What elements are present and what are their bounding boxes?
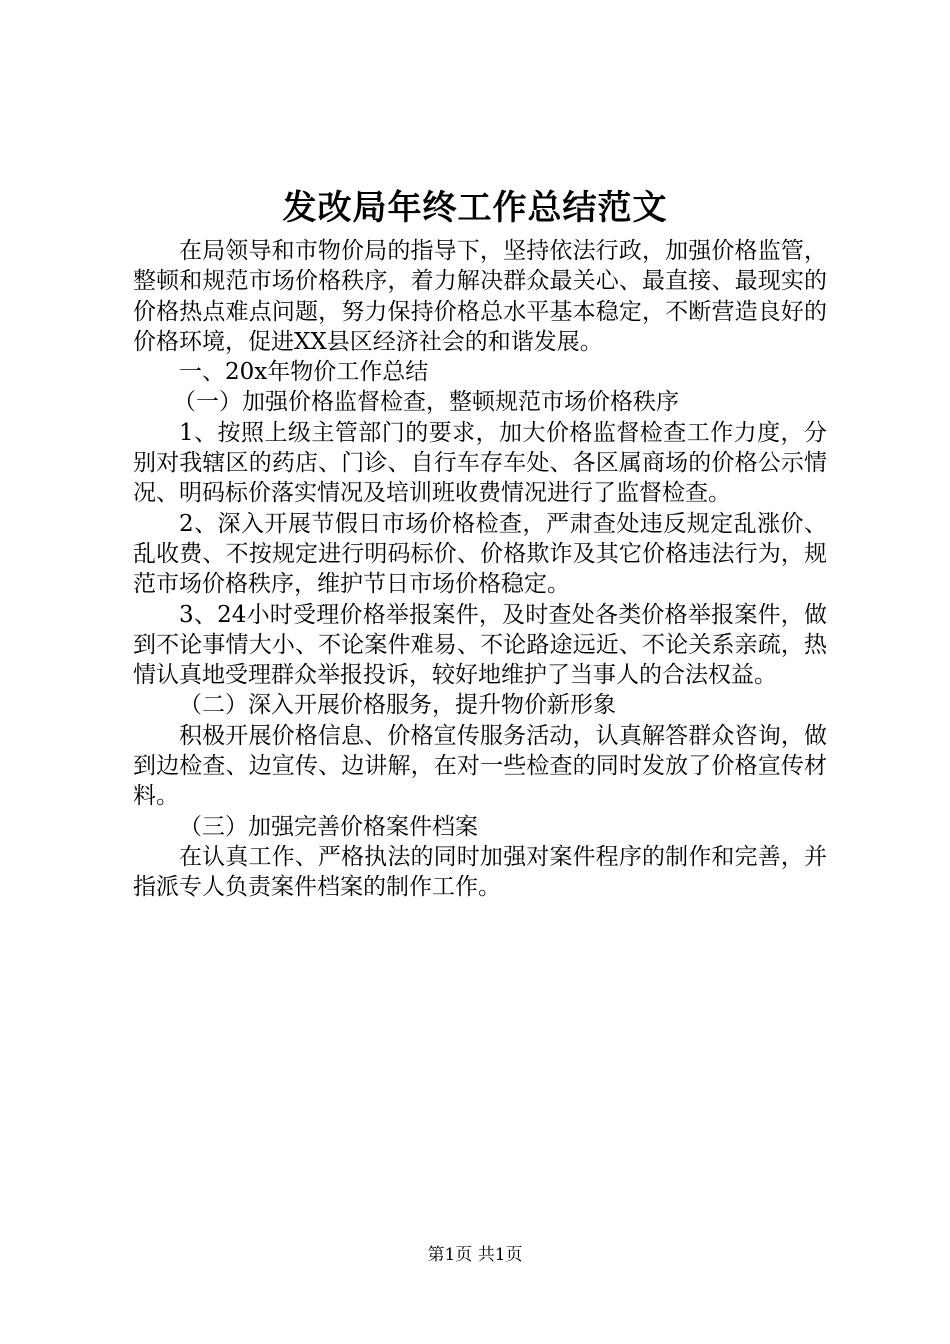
document-title: 发改局年终工作总结范文 [282, 188, 668, 228]
page-footer: 第1页 共1页 [427, 1245, 523, 1265]
section-heading-1: 一、20x年物价工作总结 [179, 359, 429, 386]
item-paragraph-2: 2、深入开展节假日市场价格检查，严肃查处违反规定乱涨价、乱收费、不按规定进行明码标价、价格欺诈及其它价格违法行为，规范市场价格秩序，维护节日市场价格稳定。 [133, 510, 827, 598]
item-paragraph-1: 1、按照上级主管部门的要求，加大价格监督检查工作力度，分别对我辖区的药店、门诊、自行车存车处、各区属商场的价格公示情况、明码标价落实情况及培训班收费情况进行了监督检查。 [133, 419, 827, 507]
document-body [133, 236, 827, 903]
item-paragraph-3: 3、24小时受理价格举报案件，及时查处各类价格举报案件，做到不论事情大小、不论案件难易、不论路途远近、不论关系亲疏，热情认真地受理群众举报投诉，较好地维护了当事人的合法权益。 [133, 601, 827, 689]
intro-paragraph: 在局领导和市物价局的指导下，坚持依法行政，加强价格监管，整顿和规范市场价格秩序，着力解决群众最关心、最直接、最现实的价格热点难点问题，努力保持价格总水平基本稳定，不断营造良好的价格环境，促进XX县区经济社会的和谐发展。 [133, 238, 827, 355]
subsection-heading-1: （一）加强价格监督检查，整顿规范市场价格秩序 [173, 389, 679, 416]
archive-paragraph: 在认真工作、严格执法的同时加强对案件程序的制作和完善，并指派专人负责案件档案的制作工作。 [133, 843, 827, 901]
subsection-heading-3: （三）加强完善价格案件档案 [179, 813, 478, 840]
subsection-heading-2: （二）深入开展价格服务，提升物价新形象 [179, 692, 616, 719]
service-paragraph: 积极开展价格信息、价格宣传服务活动，认真解答群众咨询，做到边检查、边宣传、边讲解，在对一些检查的同时发放了价格宣传材料。 [133, 722, 827, 810]
